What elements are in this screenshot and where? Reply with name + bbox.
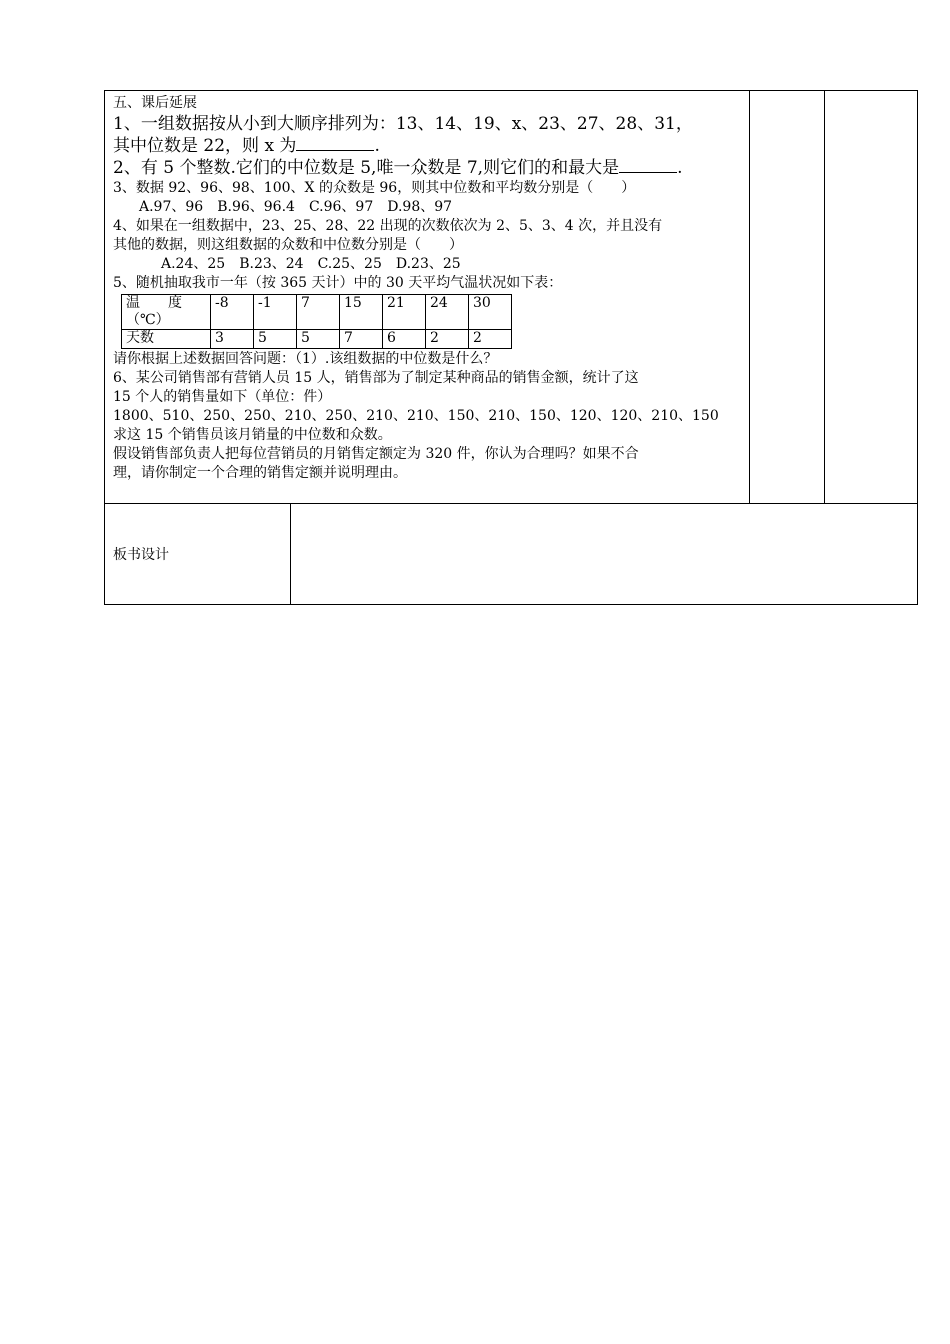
days-cell: 2 (426, 330, 469, 349)
q6-line3: 求这 15 个销售员该月销量的中位数和众数。 (113, 427, 392, 443)
days-cell: 3 (211, 330, 254, 349)
q4-line1: 4、如果在一组数据中，23、25、28、22 出现的次数依次为 2、5、3、4 次，并且没有 (113, 218, 663, 234)
q1-line1: 1、一组数据按从小到大顺序排列为：13、14、19、x、23、27、28、31， (113, 114, 693, 134)
days-cell: 7 (340, 330, 383, 349)
days-cell: 5 (254, 330, 297, 349)
q6-line5: 理，请你制定一个合理的销售定额并说明理由。 (113, 465, 407, 481)
days-header: 天数 (122, 330, 211, 349)
board-design-content (291, 504, 917, 604)
lesson-table (104, 90, 918, 605)
q1-line2-text: 其中位数是 22，则 x 为 (113, 136, 297, 156)
q3-option-d: D.98、97 (387, 199, 453, 215)
temperature-header-b: （℃） (126, 312, 170, 328)
temperature-row (122, 295, 512, 330)
q6-line1: 6、某公司销售部有营销人员 15 人，销售部为了制定某种商品的销售金额，统计了这 (113, 370, 639, 386)
q4-line2: 其他的数据，则这组数据的众数和中位数分别是（ ） (113, 237, 463, 253)
q1-blank (296, 136, 374, 151)
temp-cell: 7 (297, 295, 340, 330)
q4-option-b: B.23、24 (239, 256, 304, 272)
q2-tail: . (677, 158, 683, 178)
q4-option-d: D.23、25 (395, 256, 461, 272)
days-row (122, 330, 512, 349)
board-design-row (105, 504, 917, 604)
q4-option-c: C.25、25 (317, 256, 382, 272)
q6-line2: 15 个人的销售量如下（单位：件） (113, 389, 332, 405)
q6-data: 1800、510、250、250、210、250、210、210、150、210、150、120、120、210、150 (113, 408, 719, 424)
side-column-2 (825, 91, 917, 503)
temp-cell: 21 (383, 295, 426, 330)
q3-option-b: B.96、96.4 (217, 199, 295, 215)
q6-line4: 假设销售部负责人把每位营销员的月销售定额定为 320 件，你认为合理吗？如果不合 (113, 446, 639, 462)
q1-tail: . (374, 136, 380, 156)
q2-blank (619, 158, 677, 173)
q3-options (113, 198, 743, 217)
temp-cell: -1 (254, 295, 297, 330)
board-design-label: 板书设计 (105, 504, 291, 604)
q3-text: 3、数据 92、96、98、100、X 的众数是 96，则其中位数和平均数分别是（ ） (113, 180, 636, 196)
section-title: 五、课后延展 (113, 95, 197, 111)
temp-cell: 15 (340, 295, 383, 330)
q5-question: 请你根据上述数据回答问题：（1）.该组数据的中位数是什么？ (113, 351, 498, 367)
q4-option-a: A.24、25 (161, 256, 226, 272)
temp-cell: -8 (211, 295, 254, 330)
temperature-table (121, 294, 512, 349)
days-cell: 2 (469, 330, 512, 349)
q3-option-a: A.97、96 (139, 199, 204, 215)
temp-cell: 30 (469, 295, 512, 330)
q5-text: 5、随机抽取我市一年（按 365 天计）中的 30 天平均气温状况如下表： (113, 275, 563, 291)
homework-cell (105, 91, 750, 503)
q3-option-c: C.96、97 (308, 199, 374, 215)
temp-cell: 24 (426, 295, 469, 330)
q1-line2 (113, 135, 743, 157)
temperature-header (122, 295, 211, 330)
q4-options (113, 255, 743, 274)
days-cell: 5 (297, 330, 340, 349)
q2-text: 2、有 5 个整数.它们的中位数是 5,唯一众数是 7,则它们的和最大是 (113, 158, 620, 178)
days-cell: 6 (383, 330, 426, 349)
side-column-1 (750, 91, 825, 503)
homework-row (105, 91, 917, 504)
q2-line (113, 157, 743, 179)
temperature-header-a: 温 度 (126, 295, 182, 311)
